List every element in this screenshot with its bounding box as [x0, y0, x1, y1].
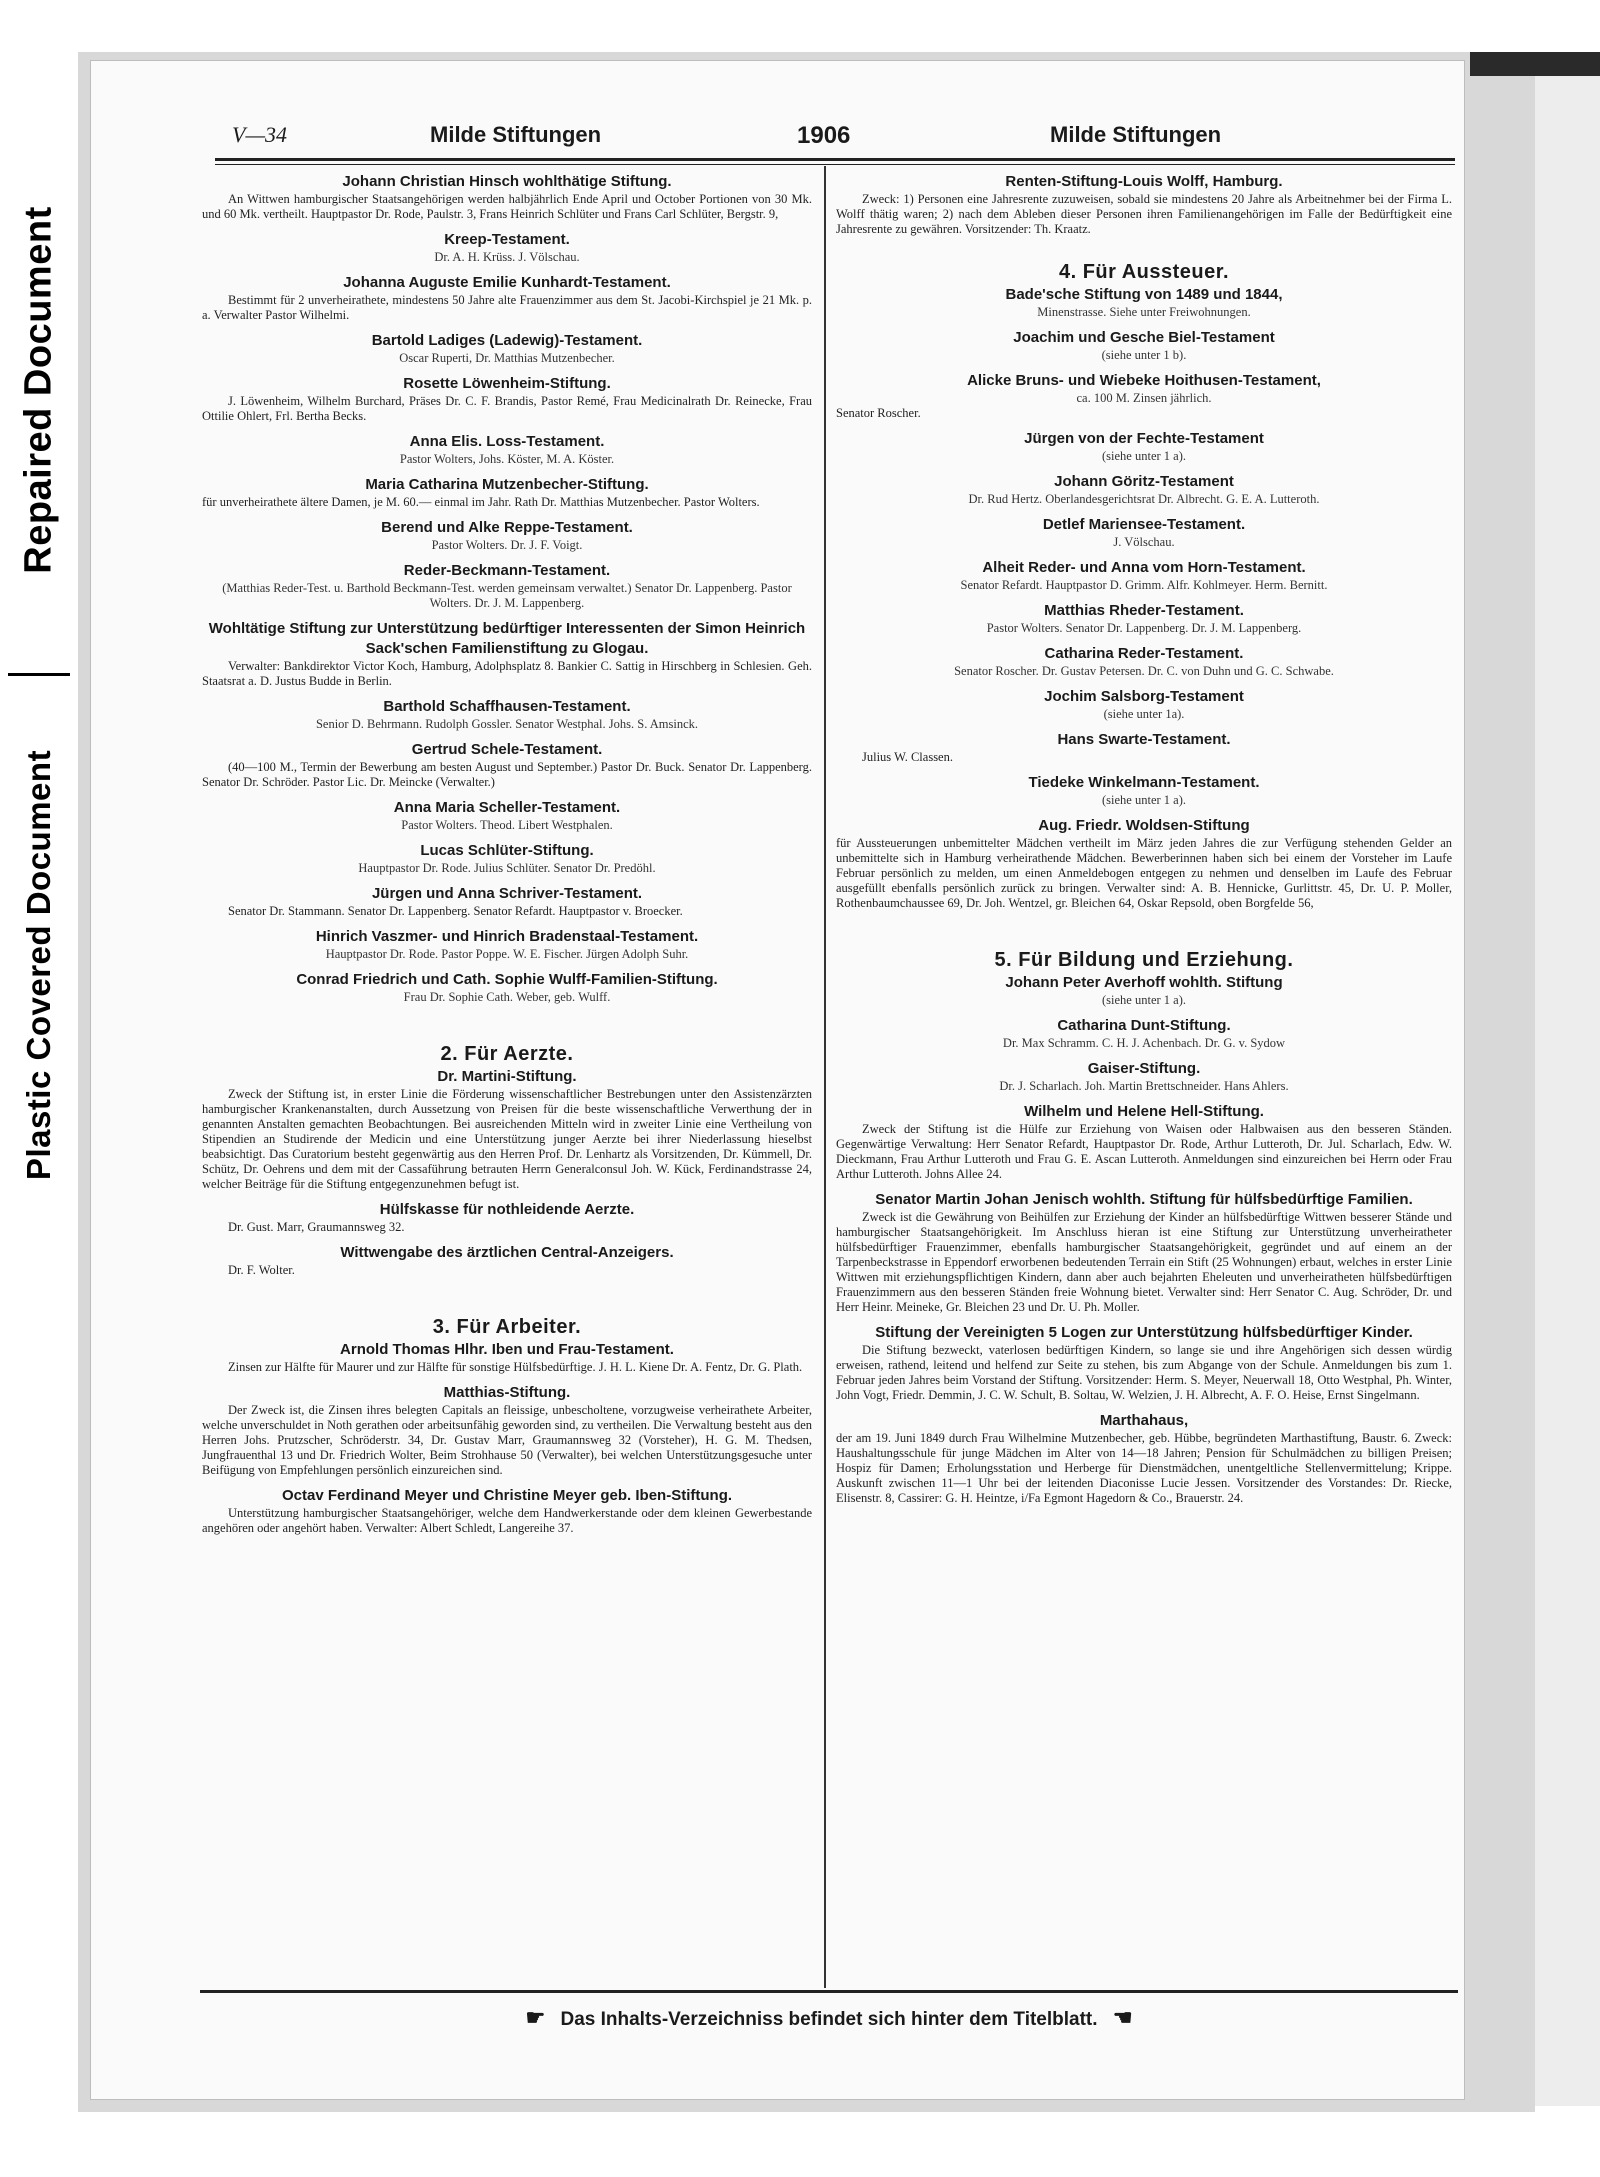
foundation-entry: [836, 172, 1452, 237]
entry-description: Julius W. Classen.: [862, 750, 953, 764]
entry-title: Aug. Friedr. Woldsen-Stiftung: [1038, 817, 1250, 834]
entry-title: Reder-Beckmann-Testament.: [403, 562, 611, 579]
aussteuer-entries: [836, 285, 1452, 911]
entry-administrators: J. Völschau.: [1113, 535, 1175, 549]
entry-title: Wohltätige Stiftung zur Unterstützung bedürftiger Interessenten der Simon Heinrich Sack'schen Familienstiftung zu Glogau.: [208, 620, 806, 657]
entry-administrators: Senator Refardt. Hauptpastor D. Grimm. Alfr. Kohlmeyer. Herm. Bernitt.: [960, 578, 1328, 592]
entry-administrators: (siehe unter 1 a).: [1102, 449, 1186, 463]
entry-description: der am 19. Juni 1849 durch Frau Wilhelmine Mutzenbecher, geb. Hübbe, begründeten Marthastiftung, Baustr. 6. Zweck: Haushaltungsschule für junge Mädchen im Alter von 14—18 Jahren; Pension für Schulmädchen zu billigen Preisen; Hospiz für Damen; Erholungsstation und Herberge für Dienstmädchen, unentgeltliche Stellenvermittelung; Krippe. Auskunft zwischen 11—1 Uhr bei der leitenden Diaconisse Lucie Jessen. Vorsitzender des Vorstandes: Dr. Riecke, Elisenstr. 8, Cassirer: G. H. Heintze, i/Fa Egmont Hagedorn & Co., Brauerstr. 24.: [836, 1431, 1452, 1505]
spacer: [836, 919, 1452, 947]
foundation-entry: [202, 884, 812, 919]
header-title-left: Milde Stiftungen: [430, 122, 602, 147]
entry-administrators: (siehe unter 1a).: [1103, 707, 1185, 721]
entry-administrators: (Matthias Reder-Test. u. Barthold Beckmann-Test. werden gemeinsam verwaltet.) Senator Dr. Lappenberg. Pastor Wolters. Dr. J. M. Lappenberg.: [222, 581, 792, 610]
foundation-entry: [202, 432, 812, 467]
entry-description: Dr. F. Wolter.: [228, 1263, 295, 1277]
entry-description: An Wittwen hamburgischer Staatsangehörigen werden halbjährlich Ende April und October Portionen von 30 Mk. und 60 Mk. vertheilt. Hauptpastor Dr. Rode, Paulstr. 3, Frans Heinrich Schlüter und Frans Carl Schlüter, Bergstr. 9,: [202, 192, 812, 221]
entry-administrators: Senator Roscher. Dr. Gustav Petersen. Dr. C. von Duhn und G. C. Schwabe.: [954, 664, 1334, 678]
entry-title: Bartold Ladiges (Ladewig)-Testament.: [371, 332, 643, 349]
entry-title: Johanna Auguste Emilie Kunhardt-Testament.: [343, 274, 671, 291]
entry-administrators: Dr. Rud Hertz. Oberlandesgerichtsrat Dr. Albrecht. G. E. A. Lutteroth.: [968, 492, 1320, 506]
foundation-entry: [202, 374, 812, 424]
foundation-entry: [836, 429, 1452, 464]
entry-administrators: Dr. Max Schramm. C. H. J. Achenbach. Dr. G. v. Sydow: [1002, 1036, 1286, 1050]
entry-description: J. Löwenheim, Wilhelm Burchard, Präses Dr. C. F. Brandis, Pastor Remé, Frau Medicinalrath Dr. Reinecke, Frau Ottilie Ohlert, Frl. Bertha Becks.: [202, 394, 812, 423]
repaired-document-label: Repaired Document: [17, 206, 60, 574]
scanner-side-strip: [0, 0, 78, 2177]
entry-description: Dr. Gust. Marr, Graumannsweg 32.: [228, 1220, 405, 1234]
entry-title: Kreep-Testament.: [444, 231, 570, 248]
foundation-entry: [836, 816, 1452, 911]
section-heading-bildung: 5. Für Bildung und Erziehung.: [994, 949, 1294, 971]
left-entries: [202, 172, 812, 1005]
entry-description: Unterstützung hamburgischer Staatsangehöriger, welche dem Handwerkerstande oder dem kleinen Gewerbestande angehören oder angehört haben. Verwalter: Albert Schledt, Langereihe 37.: [202, 1506, 812, 1535]
foundation-entry: [836, 1411, 1452, 1506]
foundation-entry: [202, 970, 812, 1005]
foundation-entry: [202, 740, 812, 790]
entry-description: Der Zweck ist, die Zinsen ihres belegten Capitals an fleissige, unbescholtene, vorzugweise verheirathete Arbeiter, welche unverschuldet in Noth gerathen oder arbeitsunfähig geworden sind, zu vertheilen. Die Verwaltung besteht aus den Herren Johs. Prutzscher, Schröderstr. 34, Dr. Gustav Marr, Graumannsweg 32 (Vorsteher), H. G. M. Thedsen, Jungfrauenthal 13 und Dr. Friedrich Wolter, Beim Strohhause 50 (Verwalter), bei welchen Unterstützungsgesuche unter Beifügung von Empfehlungen persönlich einzureichen sind.: [202, 1403, 812, 1477]
entry-description: Verwalter: Bankdirektor Victor Koch, Hamburg, Adolphsplatz 8. Bankier C. Sattig in Hirschberg in Schlesien. Geh. Staatsrat a. D. Justus Budde in Berlin.: [202, 659, 812, 688]
entry-administrators: Hauptpastor Dr. Rode. Julius Schlüter. Senator Dr. Predöhl.: [358, 861, 656, 875]
entry-administrators: Frau Dr. Sophie Cath. Weber, geb. Wulff.: [403, 990, 611, 1004]
entry-title: Catharina Reder-Testament.: [1044, 645, 1244, 662]
foundation-entry: [836, 1016, 1452, 1051]
foundation-entry: [202, 697, 812, 732]
entry-title: Johann Christian Hinsch wohlthätige Stiftung.: [342, 173, 672, 190]
entry-title: Maria Catharina Mutzenbecher-Stiftung.: [365, 476, 649, 493]
entry-title: Gertrud Schele-Testament.: [411, 741, 603, 758]
spacer: [836, 245, 1452, 259]
entry-title: Marthahaus,: [1099, 1412, 1189, 1429]
entry-administrators: (siehe unter 1 a).: [1102, 793, 1186, 807]
entry-title: Renten-Stiftung-Louis Wolff, Hamburg.: [1005, 173, 1283, 190]
entry-title: Bade'sche Stiftung von 1489 und 1844,: [1005, 286, 1283, 303]
entry-description: Senator Dr. Stammann. Senator Dr. Lappenberg. Senator Refardt. Hauptpastor v. Broecker.: [228, 904, 683, 918]
entry-title: Wilhelm und Helene Hell-Stiftung.: [1024, 1103, 1264, 1120]
entry-title: Jochim Salsborg-Testament: [1044, 688, 1244, 705]
entry-title: Hinrich Vaszmer- und Hinrich Bradenstaal-Testament.: [315, 928, 699, 945]
entry-administrators: Dr. A. H. Krüss. J. Völschau.: [434, 250, 580, 264]
footer-note-text: Das Inhalts-Verzeichniss befindet sich hinter dem Titelblatt.: [560, 2009, 1098, 2030]
entry-title: Conrad Friedrich und Cath. Sophie Wulff-Familien-Stiftung.: [296, 971, 718, 988]
entry-description: Zweck der Stiftung ist die Hülfe zur Erziehung von Waisen oder Halbwaisen aus den besseren Ständen. Gegenwärtige Verwaltung: Herr Senator Refardt, Hauptpastor Dr. Rode, Arthur Lutteroth, Dr. Jul. Scharlach, Edw. W. Dieckmann, Frau Arthur Lutteroth und Frau G. E. Ascan Lutteroth. Anmeldungen sind einzureichen bei Herrn oder Frau Arthur Lutteroth. Johns Allee 24.: [836, 1122, 1452, 1181]
pointing-hand-left-icon: ☚: [1112, 2005, 1133, 2030]
foundation-entry: [202, 1486, 812, 1536]
entry-description: für Aussteuerungen unbemittelter Mädchen vertheilt im März jeden Jahres die zur Verfügung stehenden Gelder an unbemittelte sich in Hamburg verheirathende Mädchen. Bewerberinnen haben sich bei einem der Vorsteher im Laufe Februar persönlich zu melden, um einen Anmeldebogen entgegen zu nehmen und denselben im Laufe des Februar ausgefüllt ebenfalls persönlich zurück zu bringen. Verwalter sind: A. B. Hennicke, Gurlittstr. 45, Dr. U. P. Moller, Rothenbaumchaussee 69, Dr. Joh. Wentzel, gr. Bleichen 64, Oskar Repsold, oben Borgfelde 56,: [836, 836, 1452, 910]
entry-title: Hans Swarte-Testament.: [1057, 731, 1231, 748]
section-heading-aussteuer: 4. Für Aussteuer.: [1058, 261, 1230, 283]
column-divider: [824, 166, 826, 1988]
entry-title: Johann Göritz-Testament: [1054, 473, 1234, 490]
aerzte-entries: [202, 1067, 812, 1278]
footer-note: [200, 2005, 1458, 2031]
foundation-entry: [836, 558, 1452, 593]
entry-description: Bestimmt für 2 unverheirathete, mindestens 50 Jahre alte Frauenzimmer aus dem St. Jacobi-Kirchspiel je 21 Mk. p. a. Verwalter Pastor Wilhelmi.: [202, 293, 812, 322]
foundation-entry: [202, 230, 812, 265]
entry-title: Dr. Martini-Stiftung.: [437, 1068, 577, 1085]
entry-title: Barthold Schaffhausen-Testament.: [383, 698, 631, 715]
foundation-entry: [202, 798, 812, 833]
entry-title: Gaiser-Stiftung.: [1087, 1060, 1201, 1077]
pointing-hand-right-icon: ☛: [525, 2005, 546, 2030]
header-title-right: Milde Stiftungen: [1050, 122, 1222, 147]
entry-title: Hülfskasse für nothleidende Aerzte.: [379, 1201, 635, 1218]
header-year: 1906: [797, 122, 851, 149]
foundation-entry: [202, 1340, 812, 1375]
entry-description: Zweck: 1) Personen eine Jahresrente zuzuweisen, sobald sie mindestens 20 Jahre als Arbeitnehmer bei der Firma L. Wolff thätig waren; 2) nach dem Ableben dieser Personen ihren Familienangehörigen im Falle der Bedürftigkeit eine Jahresrente zu gewähren. Vorsitzender: Th. Kraatz.: [836, 192, 1452, 236]
entry-title: Arnold Thomas Hlhr. Iben und Frau-Testament.: [340, 1341, 674, 1358]
foundation-entry: [836, 687, 1452, 722]
entry-administrators: Hauptpastor Dr. Rode. Pastor Poppe. W. E. Fischer. Jürgen Adolph Suhr.: [325, 947, 689, 961]
header-rule: [215, 158, 1455, 161]
entry-title: Detlef Mariensee-Testament.: [1042, 516, 1246, 533]
foundation-entry: [836, 773, 1452, 808]
foundation-entry: [836, 644, 1452, 679]
entry-title: Anna Elis. Loss-Testament.: [409, 433, 605, 450]
entry-description: Zinsen zur Hälfte für Maurer und zur Hälfte für sonstige Hülfsbedürftige. J. H. L. Kiene Dr. A. Fentz, Dr. G. Plath.: [228, 1360, 803, 1374]
entry-administrators: Pastor Wolters. Dr. J. F. Voigt.: [431, 538, 583, 552]
foundation-entry: [836, 328, 1452, 363]
entry-title: Lucas Schlüter-Stiftung.: [420, 842, 594, 859]
entry-title: Senator Martin Johan Jenisch wohlth. Stiftung für hülfsbedürftige Familien.: [875, 1191, 1413, 1208]
foundation-entry: [836, 515, 1452, 550]
entry-administrators: Pastor Wolters. Theod. Libert Westphalen.: [401, 818, 613, 832]
foundation-entry: [836, 973, 1452, 1008]
foundation-entry: [202, 518, 812, 553]
entry-administrators: Minenstrasse. Siehe unter Freiwohnungen.: [1037, 305, 1251, 319]
foundation-entry: [836, 601, 1452, 636]
foundation-entry: [202, 172, 812, 222]
entry-administrators: ca. 100 M. Zinsen jährlich.: [1076, 391, 1212, 405]
entry-title: Johann Peter Averhoff wohlth. Stiftung: [1005, 974, 1283, 991]
bottom-rule: [200, 1990, 1458, 1993]
foundation-entry: [836, 285, 1452, 320]
spacer: [202, 1013, 812, 1041]
foundation-entry: [202, 1200, 812, 1235]
entry-title: Tiedeke Winkelmann-Testament.: [1028, 774, 1260, 791]
entry-administrators: (siehe unter 1 a).: [1102, 993, 1186, 1007]
entry-administrators: Dr. J. Scharlach. Joh. Martin Brettschneider. Hans Ahlers.: [999, 1079, 1289, 1093]
entry-administrators: Senior D. Behrmann. Rudolph Gossler. Senator Westphal. Johs. S. Amsinck.: [315, 717, 699, 731]
foundation-entry: [202, 475, 812, 510]
foundation-entry: [836, 1323, 1452, 1403]
entry-title: Rosette Löwenheim-Stiftung.: [403, 375, 611, 392]
entry-title: Stiftung der Vereinigten 5 Logen zur Unterstützung hülfsbedürftiger Kinder.: [875, 1324, 1413, 1341]
left-column: [202, 172, 812, 1544]
foundation-entry: [202, 1243, 812, 1278]
spacer: [202, 1286, 812, 1314]
entry-title: Anna Maria Scheller-Testament.: [393, 799, 621, 816]
entry-title: Alheit Reder- und Anna vom Horn-Testament.: [982, 559, 1306, 576]
scan-edge-dark: [1470, 52, 1600, 76]
bildung-entries: [836, 973, 1452, 1506]
right-column: [836, 172, 1452, 1514]
scan-edge-light: [1535, 76, 1600, 2106]
arbeiter-entries: [202, 1340, 812, 1536]
page-number: V—34: [232, 122, 287, 147]
plastic-covered-label: Plastic Covered Document: [20, 749, 57, 1181]
foundation-entry: [836, 1059, 1452, 1094]
entry-title: Matthias Rheder-Testament.: [1044, 602, 1244, 619]
foundation-entry: [202, 273, 812, 323]
entry-title: Jürgen von der Fechte-Testament: [1024, 430, 1264, 447]
foundation-entry: [836, 730, 1452, 765]
header-rule-thin: [215, 164, 1455, 165]
entry-description: Die Stiftung bezweckt, vaterlosen bedürftigen Kindern, so lange sie und ihre Angehörigen sich dessen würdig erweisen, rathend, leitend und helfend zur Seite zu stehen, bis zum Abgange von der Schule. Anmeldungen bis zum 1. Februar jeden Jahres beim Vorstand der Stiftung. Vorsitzender: Herm. S. Meyer, Neuerwall 18, Otto Westphal, Ph. Winter, John Vogt, Friedr. Demmin, J. C. W. Schult, B. Soltau, W. Welzien, J. H. Albrecht, A. F. O. Heise, Ernst Singelmann.: [836, 1343, 1452, 1402]
entry-title: Alicke Bruns- und Wiebeke Hoithusen-Testament,: [967, 372, 1321, 389]
entry-administrators: Oscar Ruperti, Dr. Matthias Mutzenbecher.: [399, 351, 615, 365]
entry-description: Zweck der Stiftung ist, in erster Linie die Förderung wissenschaftlicher Bestrebungen unter den Assistenzärzten hamburgischer Krankenanstalten, durch Aussetzung von Preisen für die beste wissenschaftliche Verwerthung der in genannten Anstalten gemachten Beobachtungen. Bei ausreichenden Mitteln wird in zweiter Linie eine Vertheilung von Stipendien an Studirende der Medicin und eine Unterstützung junger Aerzte bei ihrer Niederlassung hieselbst beabsichtigt. Das Curatorium besteht gegenwärtig aus den Herren Prof. Dr. Lenhartz als Vorsitzenden, Dr. Kümmell, Dr. Schütz, Dr. Oehrens und dem mit der Cassaführung betrauten Herrn Generalconsul Joh. W. Kück, Ferdinandstrasse 24, welcher Beiträge für die Stiftung entgegenzunehmen befugt ist.: [202, 1087, 812, 1191]
foundation-entry: [836, 472, 1452, 507]
entry-description: Senator Roscher.: [836, 406, 921, 420]
foundation-entry: [836, 1190, 1452, 1315]
entry-administrators: (siehe unter 1 b).: [1101, 348, 1187, 362]
foundation-entry: [836, 371, 1452, 421]
entry-administrators: Pastor Wolters. Senator Dr. Lappenberg. Dr. J. M. Lappenberg.: [986, 621, 1302, 635]
entry-title: Berend und Alke Reppe-Testament.: [381, 519, 633, 536]
entry-description: für unverheirathete ältere Damen, je M. 60.— einmal im Jahr. Rath Dr. Matthias Mutzenbecher. Pastor Wolters.: [202, 495, 760, 509]
foundation-entry: [202, 927, 812, 962]
foundation-entry: [202, 619, 812, 689]
page-header: [232, 122, 1450, 158]
foundation-entry: [202, 331, 812, 366]
entry-title: Wittwengabe des ärztlichen Central-Anzeigers.: [340, 1244, 674, 1261]
foundation-entry: [202, 1383, 812, 1478]
entry-title: Joachim und Gesche Biel-Testament: [1013, 329, 1275, 346]
entry-administrators: Pastor Wolters, Johs. Köster, M. A. Köster.: [399, 452, 615, 466]
entry-description: Zweck ist die Gewährung von Beihülfen zur Erziehung der Kinder an hülfsbedürftige Wittwen besserer Stände und hamburgischer Staatsangehörigkeit. Im Anschluss hieran ist eine Stiftung zur Unterstützung unverheiratheter hülfsbedürftiger Frauenzimmer, ebenfalls hamburgischer Staatsangehörigkeit, gegründet und auf einem an der Tarpenbeckstrasse in Eppendorf erworbenen bedeutenden Terrain ein Stift (25 Wohnungen) erbaut, welches in erster Linie Wittwen mit erziehungspflichtigen Kindern, dann aber auch bejahrten Eheleuten und unverheiratheten hülfsbedürftigen Frauenzimmern aus den besseren Ständen freie Wohnung bietet. Verwalter sind: Herr Senator C. Aug. Schröder, Dr. und Herr Heinr. Meineke, Gr. Bleichen 23 und Dr. U. Ph. Moller.: [836, 1210, 1452, 1314]
entry-title: Catharina Dunt-Stiftung.: [1057, 1017, 1231, 1034]
entry-description: (40—100 M., Termin der Bewerbung am besten August und September.) Pastor Dr. Buck. Senator Dr. Lappenberg. Senator Dr. Schröder. Pastor Lic. Dr. Meincke (Verwalter.): [202, 760, 812, 789]
entry-title: Octav Ferdinand Meyer und Christine Meyer geb. Iben-Stiftung.: [281, 1487, 733, 1504]
foundation-entry: [202, 841, 812, 876]
foundation-entry: [836, 1102, 1452, 1182]
right-top-entries: [836, 172, 1452, 237]
section-heading-arbeiter: 3. Für Arbeiter.: [432, 1316, 582, 1338]
foundation-entry: [202, 1067, 812, 1192]
entry-title: Jürgen und Anna Schriver-Testament.: [371, 885, 643, 902]
section-heading-aerzte: 2. Für Aerzte.: [440, 1043, 574, 1065]
label-divider: [8, 673, 70, 676]
foundation-entry: [202, 561, 812, 611]
entry-title: Matthias-Stiftung.: [443, 1384, 571, 1401]
